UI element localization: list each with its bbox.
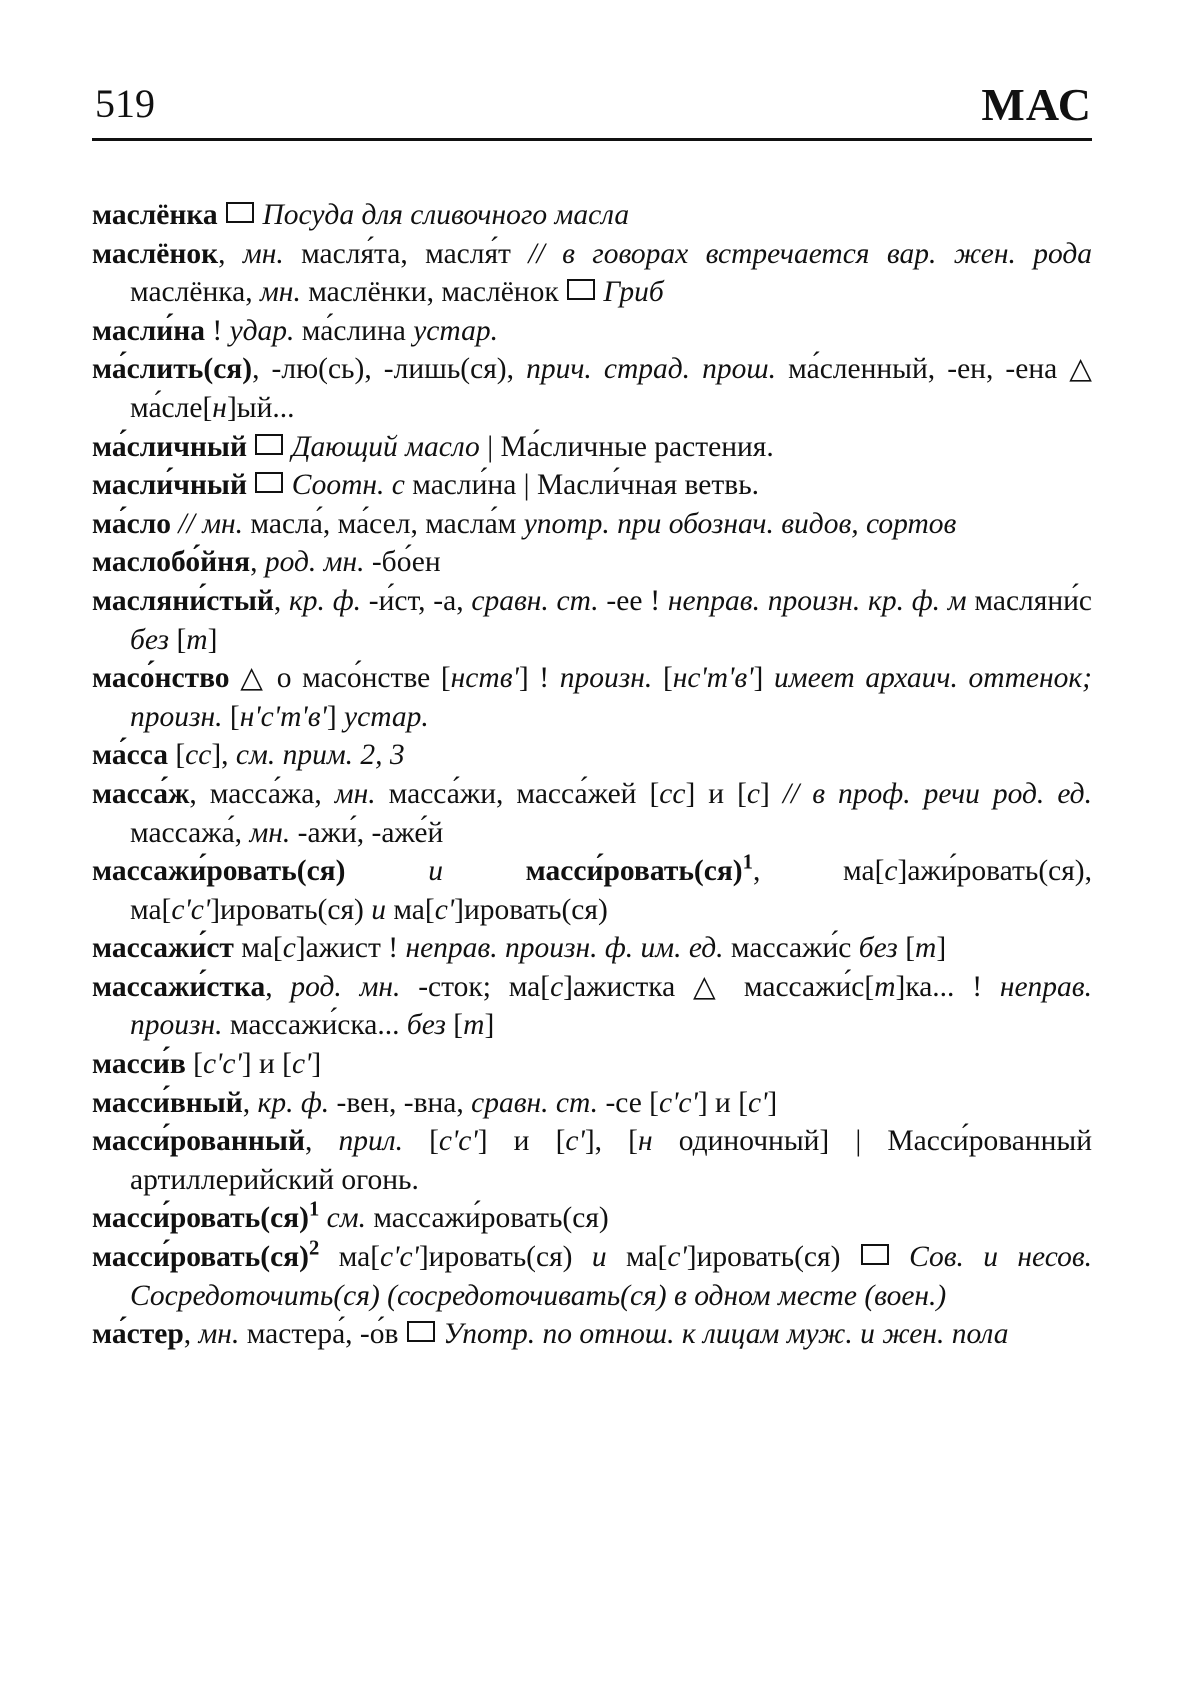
- entry-text: ]ажи́ровать(ся), ма[: [130, 855, 1093, 926]
- usage-note: сс: [659, 777, 686, 810]
- entry-text: ма[: [233, 932, 283, 965]
- entry-text: ма[: [385, 893, 435, 926]
- entry-text: [: [167, 739, 186, 772]
- entry-text: ]ировать(ся): [454, 893, 608, 926]
- dictionary-entry: [92, 1315, 1092, 1354]
- entry-text: , ма[: [752, 855, 885, 888]
- usage-note: произн.: [559, 662, 653, 695]
- homonym-index: 1: [308, 1199, 320, 1222]
- entry-text: [: [652, 662, 673, 695]
- entry-text: мастера́, -о́в: [239, 1318, 406, 1351]
- entry-text: массажи́ровать(ся): [365, 1202, 609, 1235]
- definition-box-icon: [407, 1321, 435, 1342]
- dictionary-entry: [92, 196, 1092, 235]
- usage-note: с: [550, 970, 564, 1003]
- usage-note: мн.: [242, 237, 284, 270]
- usage-note: н: [212, 391, 227, 424]
- usage-note: с: [884, 855, 898, 888]
- usage-note: Соотн. с: [291, 469, 405, 502]
- headword: маслёнка: [92, 199, 218, 231]
- usage-note: сс: [185, 739, 212, 772]
- entry-text: ма́слина: [294, 314, 414, 347]
- headword: масси́вный: [92, 1086, 243, 1119]
- usage-note: прил.: [338, 1125, 403, 1158]
- usage-note: неправ. произн. ф. им. ед.: [405, 932, 724, 965]
- usage-note: Посуда для сливочного масла: [262, 199, 630, 231]
- usage-note: с'с': [438, 1125, 478, 1158]
- usage-note: употр. при обознач. видов, сортов: [523, 507, 957, 540]
- dictionary-entry: [92, 1238, 1092, 1315]
- dictionary-entry: [92, 312, 1092, 351]
- entry-text: маслёнка,: [130, 276, 260, 309]
- dictionary-entry: [92, 1084, 1092, 1123]
- entry-text: ] !: [518, 662, 560, 695]
- headword: масси́ровать(ся): [92, 1241, 309, 1274]
- entry-text: [: [169, 623, 187, 656]
- entry-text: ]: [760, 777, 783, 810]
- dictionary-entry: [92, 852, 1092, 929]
- usage-note: с': [291, 1048, 312, 1081]
- entry-text: массажи́с: [723, 932, 859, 965]
- usage-note: род. мн.: [290, 970, 401, 1003]
- entry-text: ,: [250, 546, 265, 579]
- entry-text: △ о масо́нстве [: [229, 662, 451, 695]
- entry-text: [443, 855, 526, 887]
- headword: масо́нство: [92, 662, 230, 695]
- dictionary-entry: [92, 968, 1092, 1045]
- entry-text: ]ый...: [226, 391, 295, 424]
- entry-text: [: [185, 1048, 203, 1081]
- entry-text: [284, 431, 291, 463]
- usage-note: с': [434, 893, 455, 926]
- usage-note: род. мн.: [264, 546, 365, 579]
- usage-note: кр. ф.: [289, 584, 362, 617]
- dictionary-entry: [92, 428, 1092, 467]
- entry-text: -сток; ма[: [400, 970, 551, 1003]
- usage-note: Сов. и несов. Сосредоточить(ся) (сосредоточивать(ся) в одном месте (воен.): [130, 1241, 1093, 1312]
- usage-note: т: [915, 932, 937, 965]
- dictionary-entry: [92, 1045, 1092, 1084]
- entry-text: ]: [207, 623, 218, 656]
- entry-text: ма[: [606, 1241, 668, 1274]
- entry-text: ]ажист !: [295, 932, 406, 965]
- usage-note: нств': [450, 662, 519, 695]
- entry-text: ]ировать(ся): [418, 1241, 592, 1274]
- usage-note: н'с'т'в': [239, 700, 327, 733]
- headword: массажи́стка: [92, 970, 266, 1003]
- headword: маслёнок: [92, 237, 219, 270]
- headword: масса́ж: [92, 777, 190, 810]
- entry-text: -се [: [598, 1086, 660, 1119]
- homonym-index: 2: [308, 1237, 320, 1260]
- entry-text: масли́на | Масли́чная ветвь.: [404, 469, 760, 502]
- usage-note: мн.: [334, 777, 376, 810]
- entry-text: ]ажистка △ массажи́с[: [563, 970, 875, 1003]
- headword: масси́в: [92, 1048, 186, 1081]
- usage-note: и: [371, 893, 386, 926]
- entry-text: ,: [218, 237, 243, 270]
- usage-note: устар.: [413, 314, 498, 347]
- entry-text: ] и [: [241, 1048, 292, 1081]
- dictionary-entry: [92, 466, 1092, 505]
- usage-note: кр. ф.: [257, 1086, 330, 1119]
- page-number: 519: [95, 81, 155, 126]
- entry-text: !: [205, 314, 230, 347]
- entry-text: ]: [936, 932, 947, 965]
- usage-note: т: [874, 970, 896, 1003]
- usage-note: Употр. по отнош. к лицам муж. и жен. пола: [443, 1318, 1009, 1351]
- definition-box-icon: [226, 202, 254, 223]
- usage-note: // в проф. речи род. ед.: [782, 777, 1092, 810]
- usage-note: неправ. произн.: [130, 970, 1092, 1042]
- entry-text: [: [222, 700, 240, 733]
- dictionary-entry: [92, 505, 1092, 544]
- headword: масли́на: [92, 314, 206, 347]
- dictionary-entry: [92, 1122, 1092, 1199]
- usage-note: с'с': [202, 1048, 242, 1081]
- usage-note: без: [858, 932, 898, 965]
- entry-list: [92, 196, 1092, 1354]
- usage-note: и: [591, 1241, 607, 1274]
- headword: ма́сса: [92, 739, 168, 772]
- usage-note: с': [748, 1086, 768, 1119]
- entry-text: ,: [265, 970, 291, 1003]
- homonym-index: 1: [742, 851, 753, 874]
- headword: масляни́стый: [92, 584, 274, 617]
- headword: ма́сличный: [92, 430, 247, 463]
- entry-text: -бо́ен: [364, 546, 441, 579]
- entry-text: ма[: [319, 1241, 381, 1274]
- usage-note: см.: [326, 1202, 366, 1235]
- definition-box-icon: [255, 472, 283, 493]
- usage-note: с: [746, 777, 761, 810]
- usage-note: удар.: [229, 314, 295, 347]
- usage-note: и: [428, 855, 443, 888]
- entry-text: ] и [: [697, 1086, 749, 1119]
- usage-note: мн.: [249, 816, 291, 849]
- headword: ма́слить(ся): [92, 353, 253, 386]
- dictionary-entry: [92, 929, 1092, 968]
- entry-text: [: [402, 1125, 439, 1158]
- entry-text: , -лю(сь), -лишь(ся),: [252, 353, 527, 386]
- entry-text: ]ировать(ся): [686, 1241, 860, 1274]
- entry-text: ма́сленный, -ен, -ена △ ма́сле[: [130, 353, 1092, 424]
- definition-box-icon: [861, 1244, 889, 1265]
- entry-text: ,: [242, 1086, 258, 1119]
- dictionary-entry: [92, 1199, 1092, 1238]
- usage-note: с: [282, 932, 296, 965]
- usage-note: с'с': [380, 1241, 419, 1274]
- usage-note: прич. страд. прош.: [526, 353, 777, 386]
- headword: маслобо́йня: [92, 546, 251, 579]
- usage-note: // в говорах встречается вар. жен. рода: [528, 237, 1093, 270]
- entry-text: одиночный] | Масси́рованный артиллерийский огонь.: [130, 1125, 1093, 1196]
- usage-note: устар.: [344, 700, 429, 733]
- entry-text: ,: [273, 584, 289, 617]
- usage-note: т: [463, 1009, 485, 1042]
- running-head: МАС: [981, 79, 1092, 130]
- usage-note: сравн. ст.: [471, 1086, 599, 1119]
- dictionary-entry: [92, 350, 1092, 427]
- dictionary-entry: [92, 659, 1092, 736]
- usage-note: с': [667, 1241, 687, 1274]
- definition-box-icon: [567, 279, 595, 300]
- entry-text: [247, 431, 254, 463]
- usage-note: с': [565, 1125, 585, 1158]
- definition-box-icon: [255, 434, 283, 455]
- usage-note: мн.: [259, 276, 301, 309]
- entry-text: [: [445, 1009, 464, 1042]
- usage-note: Дающий масло: [291, 430, 480, 463]
- entry-text: -ажи́, -аже́й: [290, 816, 444, 849]
- usage-note: нс'т'в': [672, 662, 754, 695]
- entry-text: [345, 855, 428, 887]
- headword: массажи́ровать(ся): [92, 855, 346, 888]
- entry-text: масляни́с: [966, 584, 1093, 617]
- headword: ма́стер: [92, 1318, 184, 1351]
- entry-text: [: [897, 932, 916, 965]
- usage-note: с'с': [659, 1086, 698, 1119]
- entry-text: ,: [304, 1125, 339, 1158]
- entry-text: ]ировать(ся): [210, 893, 372, 926]
- entry-text: | Ма́сличные растения.: [479, 430, 774, 463]
- headword: масси́ровать(ся): [525, 855, 743, 888]
- usage-note: // мн.: [178, 507, 244, 540]
- entry-text: , масса́жа,: [189, 777, 335, 810]
- entry-text: [247, 469, 254, 501]
- usage-note: с'с': [171, 893, 211, 926]
- usage-note: имеет архаич. оттенок; произн.: [130, 662, 1092, 733]
- entry-text: ],: [211, 739, 236, 772]
- entry-text: -вен, -вна,: [329, 1086, 472, 1119]
- usage-note: н: [637, 1125, 653, 1158]
- headword: масси́рованный: [92, 1125, 305, 1158]
- entry-text: маслёнки, маслёнок: [300, 276, 567, 309]
- entry-text: [890, 1241, 909, 1273]
- usage-note: без: [130, 623, 170, 656]
- entry-text: масса́жи, масса́жей [: [375, 777, 660, 810]
- usage-note: без: [406, 1009, 446, 1042]
- entry-text: ]: [326, 700, 345, 733]
- entry-text: ], [: [584, 1125, 638, 1158]
- dictionary-entry: [92, 543, 1092, 582]
- entry-text: ]ка... !: [895, 970, 1000, 1003]
- headword: масли́чный: [92, 469, 247, 502]
- headword: массажи́ст: [92, 932, 234, 965]
- entry-text: масля́та, масля́т: [283, 237, 529, 270]
- entry-text: ] и [: [477, 1125, 566, 1158]
- entry-text: ,: [183, 1318, 199, 1351]
- entry-text: ]: [484, 1009, 495, 1042]
- entry-text: ]: [311, 1048, 322, 1081]
- entry-text: массажа́,: [130, 816, 250, 849]
- dictionary-entry: [92, 582, 1092, 659]
- entry-text: ] и [: [685, 777, 747, 810]
- entry-text: -ее !: [598, 584, 668, 617]
- entry-text: [218, 199, 225, 231]
- entry-text: массажи́ска...: [222, 1009, 407, 1042]
- dictionary-entry: [92, 736, 1092, 775]
- entry-text: масла́, ма́сел, масла́м: [243, 507, 524, 540]
- usage-note: мн.: [198, 1318, 240, 1351]
- entry-text: [319, 1202, 326, 1234]
- usage-note: Гриб: [603, 276, 664, 309]
- usage-note: неправ. произн. кр. ф. м: [667, 584, 967, 617]
- usage-note: см. прим. 2, 3: [235, 739, 405, 772]
- entry-text: [284, 469, 291, 501]
- entry-text: ]: [767, 1086, 778, 1119]
- dictionary-entry: [92, 775, 1092, 852]
- headword: масси́ровать(ся): [92, 1202, 309, 1235]
- usage-note: сравн. ст.: [471, 584, 599, 617]
- header-rule: [92, 138, 1092, 141]
- headword: ма́сло: [92, 507, 172, 540]
- entry-text: -и́ст, -а,: [361, 584, 472, 617]
- entry-text: ]: [753, 662, 774, 695]
- usage-note: т: [186, 623, 208, 656]
- dictionary-entry: [92, 235, 1092, 312]
